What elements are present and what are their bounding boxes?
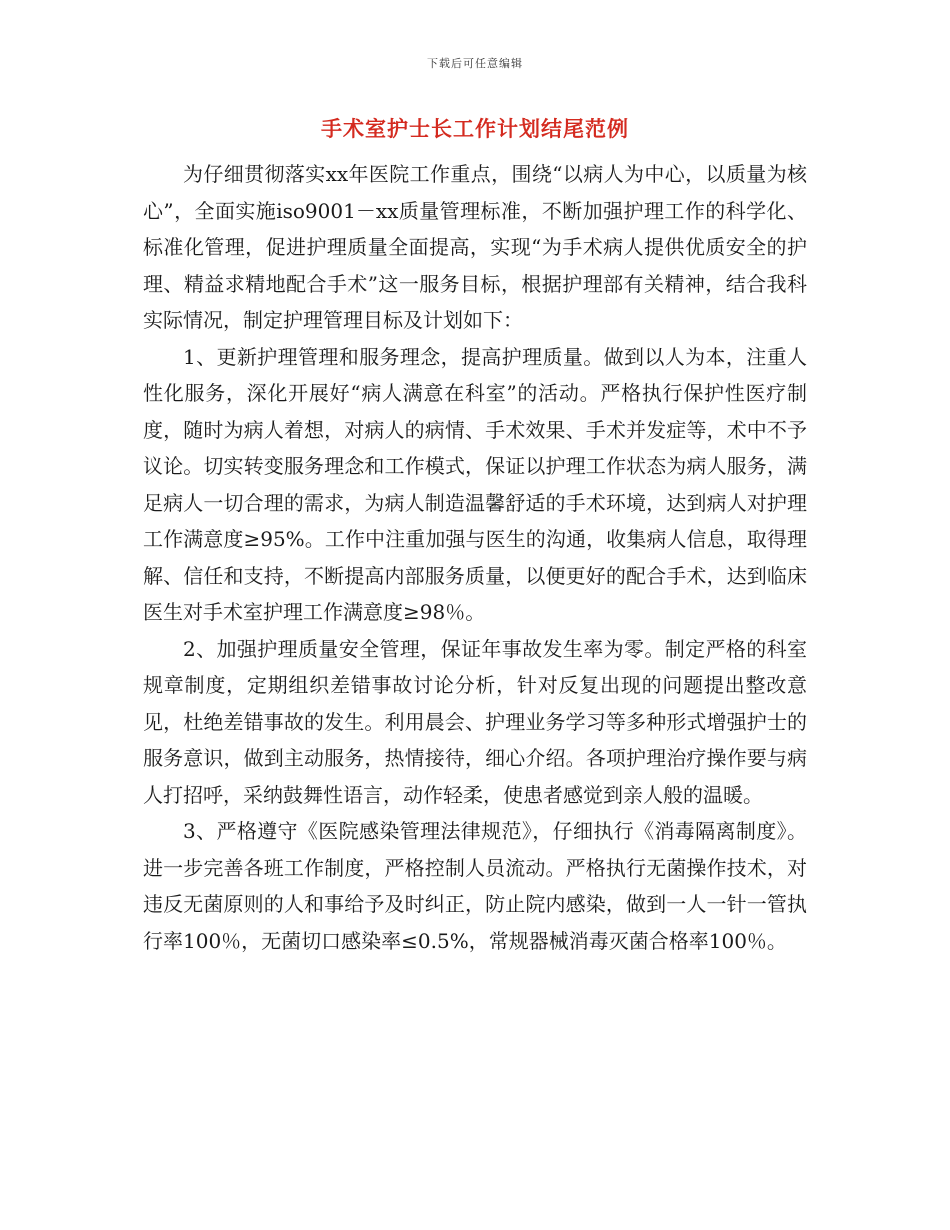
document-title: 手术室护士长工作计划结尾范例	[321, 117, 629, 141]
document-body	[143, 156, 807, 959]
paragraph-item-3: 3、严格遵守《医院感染管理法律规范》，仔细执行《消毒隔离制度》。进一步完善各班工作制度，严格控制人员流动。严格执行无菌操作技术，对违反无菌原则的人和事给予及时纠正，防止院内感染，做到一人一针一管执行率100％，无菌切口感染率≤0.5%，常规器械消毒灭菌合格率100％。	[143, 819, 807, 953]
paragraph-intro: 为仔细贯彻落实xx年医院工作重点，围绕“以病人为中心，以质量为核心”，全面实施iso9001－xx质量管理标准，不断加强护理工作的科学化、标准化管理，促进护理质量全面提高，实现“为手术病人提供优质安全的护理、精益求精地配合手术”这一服务目标，根据护理部有关精神，结合我科实际情况，制定护理管理目标及计划如下：	[143, 162, 807, 332]
paragraph-item-2: 2、加强护理质量安全管理，保证年事故发生率为零。制定严格的科室规章制度，定期组织差错事故讨论分析，针对反复出现的问题提出整改意见，杜绝差错事故的发生。利用晨会、护理业务学习等多种形式增强护士的服务意识，做到主动服务，热情接待，细心介绍。各项护理治疗操作要与病人打招呼，采纳鼓舞性语言，动作轻柔，使患者感觉到亲人般的温暖。	[143, 636, 807, 807]
paragraph-item-1: 1、更新护理管理和服务理念，提高护理质量。做到以人为本，注重人性化服务，深化开展好“病人满意在科室”的活动。严格执行保护性医疗制度，随时为病人着想，对病人的病情、手术效果、手术并发症等，术中不予议论。切实转变服务理念和工作模式，保证以护理工作状态为病人服务，满足病人一切合理的需求，为病人制造温馨舒适的手术环境，达到病人对护理工作满意度≥95%。工作中注重加强与医生的沟通，收集病人信息，取得理解、信任和支持，不断提高内部服务质量，以便更好的配合手术，达到临床医生对手术室护理工作满意度≥98％。	[143, 344, 807, 624]
header-note: 下载后可任意编辑	[427, 57, 523, 70]
